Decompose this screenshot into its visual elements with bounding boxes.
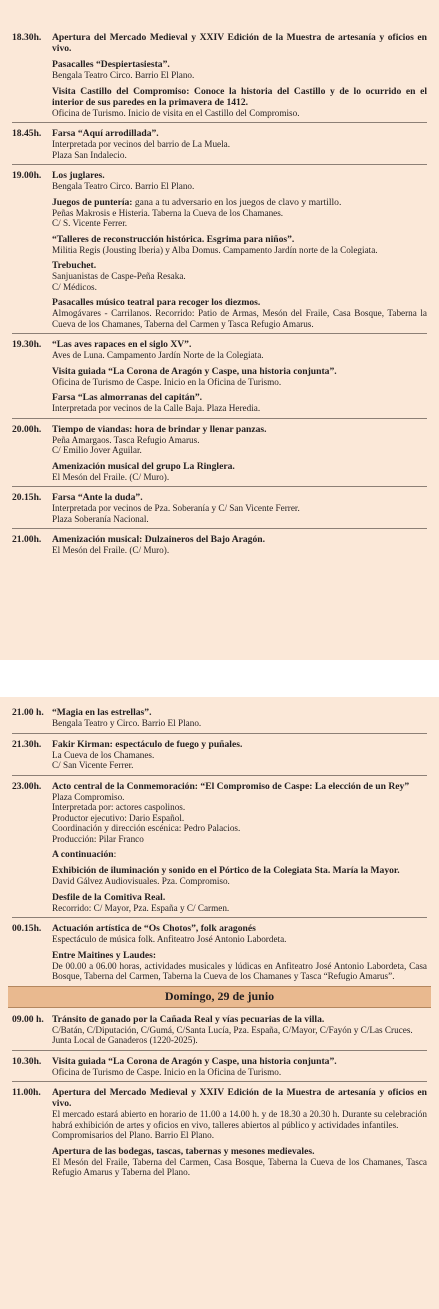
event-detail: C/Batán, C/Diputación, C/Gumá, C/Santa Lucía, Pza. España, C/Mayor, C/Fayón y C/Las Cruces. — [52, 1024, 413, 1035]
event-title-text: Apertura del Mercado Medieval y XXIV Edición de la Muestra de artesanía y oficios en vivo. — [52, 1087, 427, 1109]
event-item — [52, 707, 427, 729]
event-detail: El Mesón del Fraile, Taberna del Carmen, Casa Bosque, Taberna la Cueva de los Chamanes, Tasca Refugio Amarus y Taberna del Plano. — [52, 1156, 427, 1177]
entry-divider — [12, 917, 427, 918]
entry-time: 21.00h. — [12, 534, 42, 545]
event-title-text: Farsa “Aquí arrodillada”. — [52, 128, 159, 139]
schedule-entry — [12, 492, 427, 524]
event-title — [52, 1056, 427, 1067]
schedule-entry — [12, 781, 427, 914]
entry-divider — [12, 486, 427, 487]
event-title — [52, 1014, 427, 1025]
entry-time: 20.00h. — [12, 423, 42, 435]
event-title — [52, 739, 427, 750]
entry-time: 00.15h. — [12, 923, 42, 934]
event-detail: Peña Amargaos. Tasca Refugio Amarus. — [52, 434, 200, 445]
schedule-entry — [12, 32, 427, 118]
event-title — [52, 366, 427, 377]
entry-time: 19.00h. — [12, 170, 42, 181]
entry-divider — [12, 1081, 427, 1082]
event-title-text: Juegos de puntería: — [52, 196, 133, 208]
event-title — [52, 1087, 427, 1109]
event-item — [52, 865, 427, 887]
event-title-text: “Magia en las estrellas”. — [52, 707, 152, 718]
event-detail: C/ Emilio Jover Aguilar. — [52, 445, 142, 455]
event-detail: Plaza Soberanía Nacional. — [52, 513, 149, 524]
event-detail: Oficina de Turismo de Caspe. Inicio en la Oficina de Turismo. — [52, 376, 282, 387]
event-title — [52, 892, 427, 903]
event-item — [52, 339, 427, 361]
event-title-text: Trebuchet. — [52, 260, 97, 271]
event-title-text: Apertura de las bodegas, tascas, tabernas y mesones medievales. — [52, 1145, 315, 1157]
event-detail: Almogávares - Carrilanos. Recorrido: Patio de Armas, Mesón del Fraile, Casa Bosque, Taberna la Cueva de los Chamanes, Taberna del Carmen y Tasca Refugio Amarus. — [52, 308, 427, 329]
event-title-text: Acto central de la Conmemoración: “El Compromiso de Caspe: La elección de un Rey” — [52, 780, 410, 792]
event-detail: Peñas Makrosis e Histeria. Taberna la Cueva de los Chamanes. — [52, 207, 284, 218]
entry-time: 21.00 h. — [12, 707, 44, 718]
event-item — [52, 781, 427, 845]
event-title — [52, 923, 427, 934]
event-detail: El Mesón del Fraile. (C/ Muro). — [52, 545, 170, 555]
event-item — [52, 461, 427, 483]
schedule-list-bottom — [0, 707, 439, 1178]
schedule-entry — [12, 534, 427, 556]
event-detail: Junta Local de Ganaderos (1220-2025). — [52, 1035, 198, 1045]
event-detail: C/ San Vicente Ferrer. — [52, 760, 134, 770]
event-item — [52, 1056, 427, 1078]
schedule-entry — [12, 739, 427, 771]
event-title-text: “Talleres de reconstrucción histórica. Esgrima para niños”. — [52, 233, 295, 245]
event-detail: El mercado estará abierto en horario de 11.00 a 14.00 h. y de 18.30 a 20.30 h. Durante su celebración habrá exhibición de artes y oficios en vivo, talleres abiertos al público y actividades infantiles. — [52, 1109, 427, 1130]
event-title — [52, 234, 427, 245]
sunday-list — [12, 1014, 427, 1178]
event-detail: David Gálvez Audiovisuales. Pza. Compromiso. — [52, 876, 230, 886]
schedule-entry — [12, 707, 427, 729]
event-title-text: Farsa “Ante la duda”. — [52, 492, 143, 503]
schedule-entry — [12, 1056, 427, 1078]
event-title — [52, 128, 427, 139]
event-item — [52, 32, 427, 54]
event-detail: Producción: Pilar Franco — [52, 833, 144, 844]
entry-divider — [12, 164, 427, 165]
entry-time: 18.45h. — [12, 128, 42, 139]
event-title — [52, 297, 427, 308]
entry-divider — [12, 733, 427, 734]
event-title-text: Farsa “Las almorranas del capitán”. — [52, 392, 203, 403]
event-item — [52, 950, 427, 982]
event-item — [52, 197, 427, 229]
event-item — [52, 128, 427, 160]
event-detail: Sanjuanistas de Caspe-Peña Resaka. — [52, 271, 186, 281]
event-title — [52, 950, 427, 961]
event-title — [52, 86, 427, 108]
event-title — [52, 461, 427, 472]
event-title-rest: gana a tu adversario en los juegos de clavo y martillo. — [132, 196, 342, 208]
day-header-label: Domingo, 29 de junio — [164, 989, 275, 1003]
event-detail: Interpretada por vecinos de Pza. Soberanía y C/ San Vicente Ferrer. — [52, 503, 300, 513]
entry-time: 09.00 h. — [12, 1013, 44, 1025]
event-detail: De 00.00 a 06.00 horas, actividades musicales y lúdicas en Anfiteatro José Antonio Labordeta, Casa Bosque, Taberna del Carmen, Taberna la Cueva de los Chamanes y Tasca “Refugio Amarus”. — [52, 960, 427, 981]
event-item — [52, 234, 427, 256]
event-title-text: Pasacalles músico teatral para recoger los diezmos. — [52, 297, 261, 308]
entry-divider — [12, 122, 427, 123]
event-item — [52, 534, 427, 556]
event-title — [52, 849, 427, 860]
entry-divider — [12, 333, 427, 334]
event-title-text: Entre Maitines y Laudes: — [52, 949, 157, 961]
event-title-rest: : — [113, 849, 117, 860]
event-item — [52, 1146, 427, 1178]
entry-divider — [12, 418, 427, 419]
event-item — [52, 892, 427, 914]
event-detail: Bengala Teatro Circo. Barrio El Plano. — [52, 70, 195, 80]
entry-divider — [12, 528, 427, 529]
event-item — [52, 1087, 427, 1141]
entry-time: 19.30h. — [12, 339, 42, 350]
event-detail: C/ Médicos. — [52, 281, 97, 292]
entry-time: 10.30h. — [12, 1055, 42, 1067]
event-title — [52, 1146, 427, 1157]
event-item — [52, 849, 427, 860]
event-title — [52, 170, 427, 181]
schedule-entry — [12, 424, 427, 483]
event-detail: El Mesón del Fraile. (C/ Muro). — [52, 471, 170, 482]
saturday-late-list — [12, 707, 427, 982]
entry-time: 23.00h. — [12, 780, 42, 792]
event-detail: C/ S. Vicente Ferrer. — [52, 218, 128, 228]
event-title — [52, 260, 427, 271]
entry-divider — [12, 1050, 427, 1051]
event-detail: Oficina de Turismo de Caspe. Inicio en la Oficina de Turismo. — [52, 1066, 282, 1077]
event-detail: Interpretada por: actores caspolinos. — [52, 802, 186, 812]
event-detail: Espectáculo de música folk. Anfiteatro José Antonio Labordeta. — [52, 934, 287, 944]
event-title-text: Visita Castillo del Compromiso: Conoce la historia del Castillo y de lo ocurrido en el interior de sus paredes en la primavera de 1412. — [52, 85, 427, 108]
schedule-list-top — [0, 32, 439, 556]
schedule-entry — [12, 1014, 427, 1046]
event-item — [52, 366, 427, 388]
schedule-entry — [12, 339, 427, 414]
entry-time: 18.30h. — [12, 32, 42, 43]
event-item — [52, 1014, 427, 1046]
event-title-text: Desfile de la Comitiva Real. — [52, 891, 166, 903]
event-item — [52, 392, 427, 414]
schedule-panel-bottom — [0, 697, 439, 1309]
event-title-text: Actuación artística de “Os Chotos”, folk aragonés — [52, 923, 256, 934]
event-title-text: Fakir Kirman: espectáculo de fuego y puñales. — [52, 738, 243, 750]
event-detail: Plaza San Indalecio. — [52, 149, 127, 160]
event-detail: Bengala Teatro Circo. Barrio El Plano. — [52, 181, 195, 191]
event-detail: La Cueva de los Chamanes. — [52, 749, 155, 760]
event-title — [52, 534, 427, 545]
event-title-text: Apertura del Mercado Medieval y XXIV Edición de la Muestra de artesanía y oficios en vivo. — [52, 32, 427, 54]
event-detail: Compromisarios del Plano. Barrio El Plano. — [52, 1130, 215, 1140]
entry-time: 21.30h. — [12, 738, 42, 750]
event-item — [52, 170, 427, 192]
event-detail: Recorrido: C/ Mayor, Pza. España y C/ Carmen. — [52, 902, 230, 913]
schedule-entry — [12, 1087, 427, 1178]
event-detail: Oficina de Turismo. Inicio de visita en el Castillo del Compromiso. — [52, 107, 300, 118]
event-item — [52, 297, 427, 329]
event-detail: Coordinación y dirección escénica: Pedro Palacios. — [52, 823, 241, 833]
event-item — [52, 86, 427, 119]
event-title-text: Exhibición de iluminación y sonido en el Pórtico de la Colegiata Sta. María la Mayor. — [52, 865, 400, 876]
event-title — [52, 197, 427, 208]
event-title-text: Pasacalles “Despiertasiesta”. — [52, 59, 170, 70]
event-title — [52, 492, 427, 503]
event-title — [52, 707, 427, 718]
event-detail: Militia Regis (Jousting Iberia) y Alba Domus. Campamento Jardín norte de la Colegiata. — [52, 244, 378, 255]
event-item — [52, 739, 427, 771]
event-title — [52, 59, 427, 70]
event-detail: Interpretada por vecinos de la Calle Baja. Plaza Heredia. — [52, 403, 261, 413]
event-item — [52, 492, 427, 524]
schedule-entry — [12, 923, 427, 982]
schedule-entry — [12, 170, 427, 329]
event-detail: Productor ejecutivo: Dario Español. — [52, 812, 185, 823]
event-title — [52, 339, 427, 350]
event-title-text: Tiempo de viandas: hora de brindar y llenar panzas. — [52, 423, 267, 435]
event-title-text: Visita guiada “La Corona de Aragón y Caspe, una historia conjunta”. — [52, 1055, 337, 1067]
event-title — [52, 865, 427, 876]
day-header-bar — [8, 986, 431, 1008]
entry-time: 20.15h. — [12, 492, 42, 503]
event-title — [52, 392, 427, 403]
event-title-text: Visita guiada “La Corona de Aragón y Caspe, una historia conjunta”. — [52, 365, 337, 377]
event-detail: Plaza Compromiso. — [52, 791, 125, 802]
event-title — [52, 781, 427, 792]
event-detail: Aves de Luna. Campamento Jardín Norte de la Colegiata. — [52, 350, 264, 360]
event-title-text: Tránsito de ganado por la Cañada Real y vías pecuarias de la villa. — [52, 1013, 325, 1025]
event-title-text: A continuación — [52, 849, 114, 860]
event-title — [52, 32, 427, 54]
event-title — [52, 424, 427, 435]
entry-divider — [12, 775, 427, 776]
event-detail: Interpretada por vecinos del barrio de La Muela. — [52, 139, 231, 149]
event-item — [52, 923, 427, 945]
event-title-text: Los juglares. — [52, 170, 105, 181]
event-detail: Bengala Teatro y Circo. Barrio El Plano. — [52, 718, 202, 728]
event-item — [52, 59, 427, 81]
event-title-text: Amenización musical: Dulzaineros del Bajo Aragón. — [52, 534, 266, 545]
event-title-text: Amenización musical del grupo La Ringlera. — [52, 460, 235, 472]
entry-time: 11.00h. — [12, 1087, 41, 1098]
schedule-entry — [12, 128, 427, 160]
event-item — [52, 424, 427, 456]
event-title-text: “Las aves rapaces en el siglo XV”. — [52, 339, 192, 350]
event-item — [52, 260, 427, 292]
